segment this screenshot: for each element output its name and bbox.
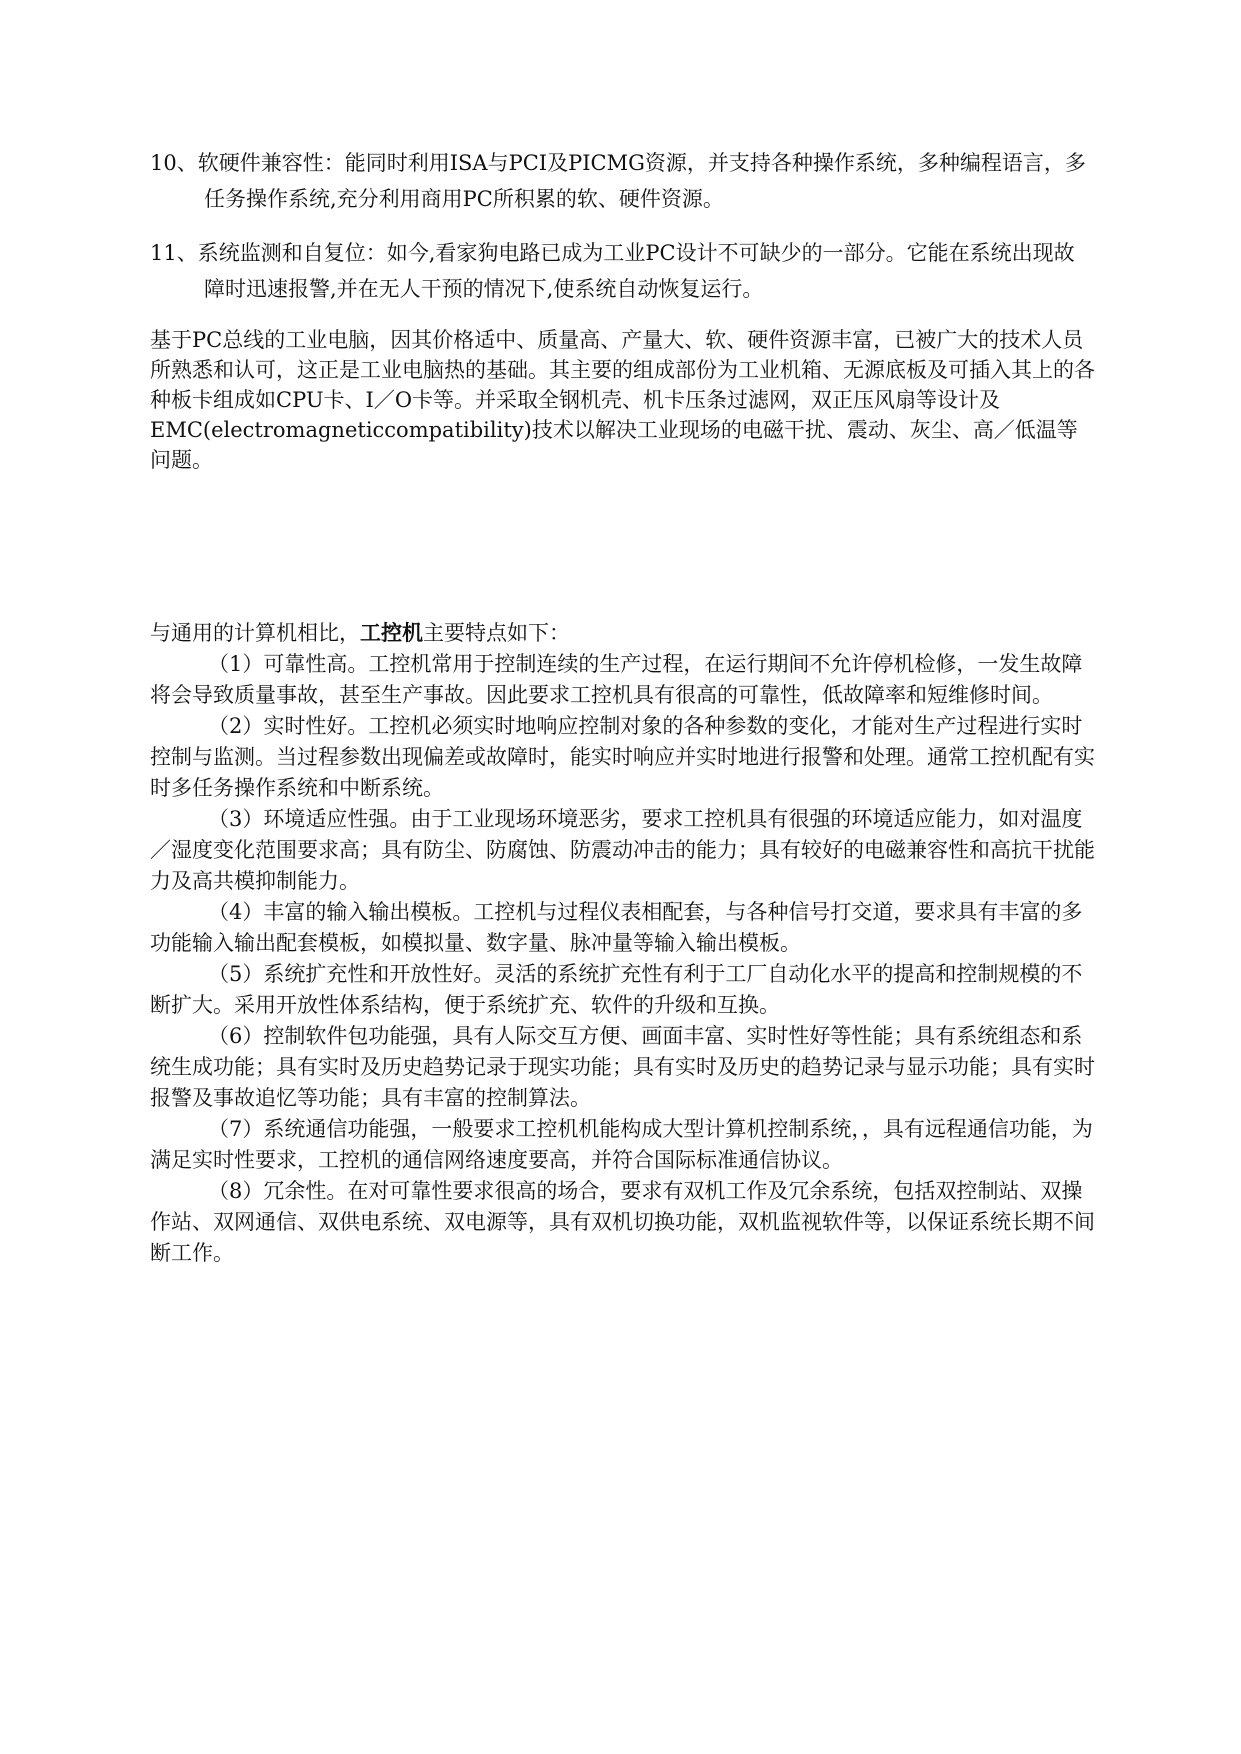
list-item-text: 系统监测和自复位：如今,看家狗电路已成为工业PC设计不可缺少的一部分。它能在系统出现故障时迅速报警,并在无人干预的情况下,使系统自动恢复运行。 xyxy=(197,241,1075,301)
feature-item-6: （6）控制软件包功能强，具有人际交互方便、画面丰富、实时性好等性能；具有系统组态和系统生成功能；具有实时及历史趋势记录于现实功能；具有实时及历史的趋势记录与显示功能；具有实时报警及事故追忆等功能；具有丰富的控制算法。 xyxy=(150,1024,1095,1110)
list-item-number: 11、 xyxy=(150,241,198,265)
feature-item-8: （8）冗余性。在对可靠性要求很高的场合，要求有双机工作及冗余系统，包括双控制站、双操作站、双网通信、双供电系统、双电源等，具有双机切换功能，双机监视软件等，以保证系统长期不间断工作。 xyxy=(150,1179,1095,1265)
list-item-number: 10、 xyxy=(150,151,198,175)
list-item-10 xyxy=(150,145,1095,217)
feature-item-4: （4）丰富的输入输出模板。工控机与过程仪表相配套，与各种信号打交道，要求具有丰富的多功能输入输出配套模板，如模拟量、数字量、脉冲量等输入输出模板。 xyxy=(150,900,1083,955)
intro-bold-term: 工控机 xyxy=(360,620,423,645)
section-gap xyxy=(150,475,1095,617)
feature-item-1: （1）可靠性高。工控机常用于控制连续的生产过程，在运行期间不允许停机检修，一发生故障将会导致质量事故，甚至生产事故。因此要求工控机具有很高的可靠性，低故障率和短维修时间。 xyxy=(150,652,1083,707)
features-intro xyxy=(150,617,1095,649)
list-item-text: 软硬件兼容性：能同时利用ISA与PCI及PICMG资源，并支持各种操作系统，多种编程语言，多任务操作系统,充分利用商用PC所积累的软、硬件资源。 xyxy=(197,151,1086,211)
feature-item-7: （7）系统通信功能强，一般要求工控机机能构成大型计算机控制系统，，具有远程通信功能，为满足实时性要求，工控机的通信网络速度要高，并符合国际标准通信协议。 xyxy=(150,1117,1093,1172)
intro-text-before: 与通用的计算机相比， xyxy=(150,621,360,645)
document-page xyxy=(150,145,1095,1269)
list-item-11 xyxy=(150,235,1095,307)
feature-item-2: （2）实时性好。工控机必须实时地响应控制对象的各种参数的变化，才能对生产过程进行实时控制与监测。当过程参数出现偏差或故障时，能实时响应并实时地进行报警和处理。通常工控机配有实时多任务操作系统和中断系统。 xyxy=(150,714,1095,800)
intro-text-after: 主要特点如下： xyxy=(423,621,570,645)
industrial-pc-paragraph: 基于PC总线的工业电脑，因其价格适中、质量高、产量大、软、硬件资源丰富，已被广大的技术人员所熟悉和认可，这正是工业电脑热的基础。其主要的组成部份为工业机箱、无源底板及可插入其上的各种板卡组成如CPU卡、I／O卡等。并采取全钢机壳、机卡压条过滤网，双正压风扇等设计及EMC(electromagneticcompatibility)技术以解决工业现场的电磁干扰、震动、灰尘、高／低温等问题。 xyxy=(150,328,1095,472)
feature-item-5: （5）系统扩充性和开放性好。灵活的系统扩充性有利于工厂自动化水平的提高和控制规模的不断扩大。采用开放性体系结构，便于系统扩充、软件的升级和互换。 xyxy=(150,962,1083,1017)
feature-item-3: （3）环境适应性强。由于工业现场环境恶劣，要求工控机具有很强的环境适应能力，如对温度／湿度变化范围要求高；具有防尘、防腐蚀、防震动冲击的能力；具有较好的电磁兼容性和高抗干扰能力及高共模抑制能力。 xyxy=(150,807,1095,893)
